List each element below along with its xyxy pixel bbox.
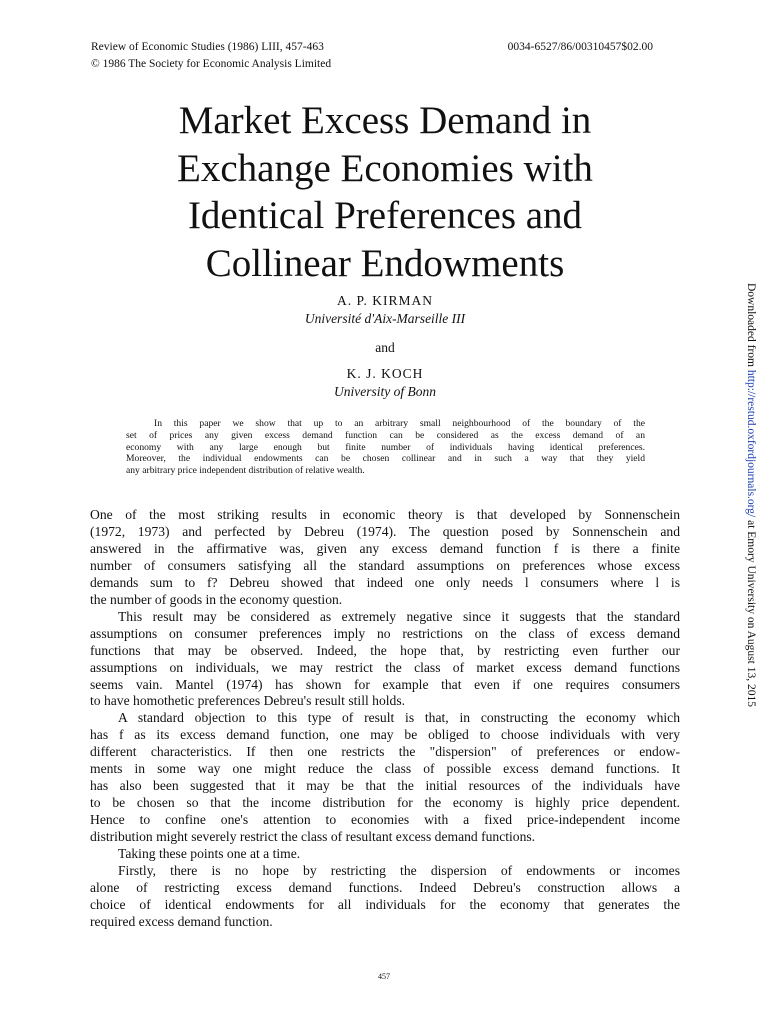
title-line: Market Excess Demand in xyxy=(178,99,592,142)
title-line: Exchange Economies with xyxy=(177,146,593,190)
body-line: distribution might severely restrict the class of resultant excess demand functions. xyxy=(90,829,536,845)
body-line: ments in some way one might reduce the class of possible excess demand functions. It xyxy=(90,761,680,777)
abstract-line: Moreover, the individual endowments can be chosen collinear and in such a way that they yield xyxy=(126,453,645,465)
body-line: has f as its excess demand function, one may be obliged to choose individuals with very xyxy=(90,727,680,743)
author-separator: and xyxy=(375,340,395,355)
body-line: A standard objection to this type of result is that, in constructing the economy which xyxy=(118,710,680,726)
body-line: the number of goods in the economy question. xyxy=(90,591,343,607)
running-header-left xyxy=(91,39,331,73)
title-line: Collinear Endowments xyxy=(205,241,565,285)
body-line: required excess demand function. xyxy=(90,913,273,929)
body-line: alone of restricting excess demand functions. Indeed Debreu's construction allows a xyxy=(90,879,680,895)
journal-citation: Review of Economic Studies (1986) LIII, 457-463 xyxy=(91,41,324,53)
body-line: seems vain. Mantel (1974) has shown for example that even if one requires consumers xyxy=(90,676,680,692)
body-text xyxy=(90,507,680,931)
body-line: assumptions on consumer preferences imply no restrictions on the class of excess demand xyxy=(90,625,680,641)
body-line: Firstly, there is no hope by restricting the dispersion of endowments or incomes xyxy=(118,863,680,879)
article-code: 0034-6527/86/00310457$02.00 xyxy=(507,41,653,53)
body-line: to be chosen so that the income distribution for the economy is highly price dependent. xyxy=(90,795,680,811)
body-line: demands sum to f? Debreu showed that indeed one only needs l consumers where l is xyxy=(90,574,680,590)
body-line: functions that may be observed. Indeed, the hope that, by restricting even further our xyxy=(90,642,680,658)
abstract-line: set of prices any given excess demand function can be considered as the excess demand of an xyxy=(126,429,645,441)
author-block xyxy=(90,292,680,401)
abstract-line: economy with any large enough but finite number of individuals having identical preferences. xyxy=(126,441,645,453)
watermark-suffix: at Emory University on August 13, 2015 xyxy=(745,517,757,707)
watermark-link[interactable]: http://restud.oxfordjournals.org/ xyxy=(745,369,757,518)
article-title xyxy=(90,97,680,287)
title-line: Identical Preferences and xyxy=(187,194,583,237)
author-affiliation: Université d'Aix-Marseille III xyxy=(304,311,466,326)
body-line: number of consumers satisfying all the standard assumptions on preferences whose excess xyxy=(90,557,680,573)
body-line: This result may be considered as extremely negative since it suggests that the standard xyxy=(118,608,680,624)
author-name: K. J. KOCH xyxy=(346,366,424,381)
body-line: Taking these points one at a time. xyxy=(118,846,301,862)
download-watermark xyxy=(745,283,757,707)
author-name: A. P. KIRMAN xyxy=(336,293,433,308)
copyright-line: © 1986 The Society for Economic Analysis Limited xyxy=(91,58,332,70)
author-affiliation: University of Bonn xyxy=(334,384,436,399)
body-line: One of the most striking results in economic theory is that developed by Sonnenschein xyxy=(90,507,680,522)
abstract-line: In this paper we show that up to an arbitrary small neighbourhood of the boundary of the xyxy=(154,418,645,429)
body-line: answered in the affirmative was, given any excess demand function f is there a finite xyxy=(90,540,680,556)
body-line: (1972, 1973) and perfected by Debreu (1974). The question posed by Sonnenschein and xyxy=(90,523,680,539)
body-line: different characteristics. If then one restricts the "dispersion" of preferences or endow- xyxy=(90,744,680,760)
body-line: choice of identical endowments for all individuals for the economy that generates the xyxy=(90,896,680,912)
abstract xyxy=(126,418,645,477)
abstract-line: any arbitrary price independent distribution of relative wealth. xyxy=(126,465,365,477)
body-line: to have homothetic preferences Debreu's result still holds. xyxy=(90,693,406,709)
page-number: 457 xyxy=(378,972,390,981)
body-line: assumptions on individuals, we may restrict the class of market excess demand functions xyxy=(90,659,680,675)
watermark-prefix: Downloaded from xyxy=(745,283,757,370)
body-line: Hence to confine one's attention to economies with a fixed price-independent income xyxy=(90,812,680,828)
body-line: has also been suggested that it may be that the initial resources of the individuals have xyxy=(90,778,680,794)
